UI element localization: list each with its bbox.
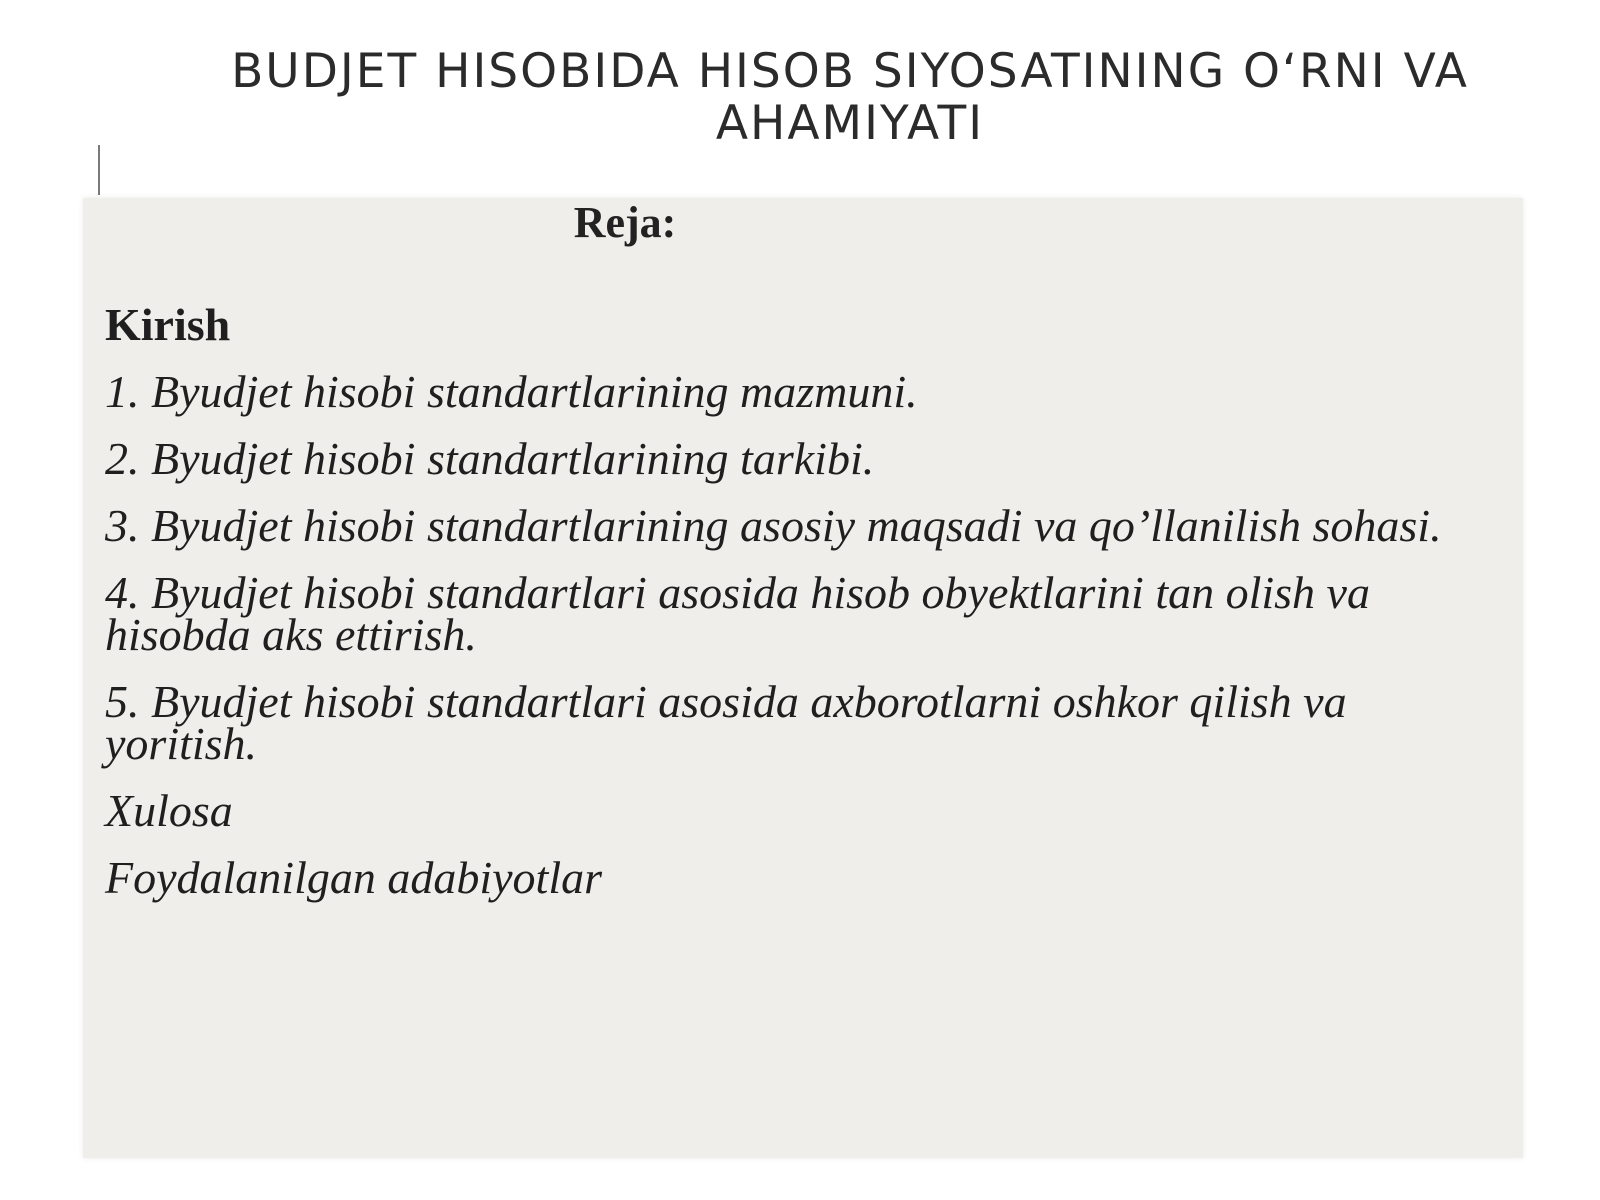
plan-item-4: 4. Byudjet hisobi standartlari asosida hisob obyektlarini tan olish va hisobda aks ettirish. bbox=[105, 567, 1370, 660]
plan-item-intro: Kirish bbox=[105, 299, 231, 350]
plan-item-1: 1. Byudjet hisobi standartlarining mazmuni. bbox=[105, 366, 918, 417]
title-accent-line bbox=[98, 145, 100, 195]
plan-panel bbox=[83, 198, 1523, 1158]
plan-item-2: 2. Byudjet hisobi standartlarining tarkibi. bbox=[105, 433, 875, 484]
plan-item-conclusion: Xulosa bbox=[105, 785, 233, 836]
plan-item-5: 5. Byudjet hisobi standartlari asosida axborotlarni oshkor qilish va yoritish. bbox=[105, 676, 1347, 769]
plan-list bbox=[105, 299, 1505, 924]
plan-item-references: Foydalanilgan adabiyotlar bbox=[105, 852, 603, 903]
slide-title: BUDJET HISOBIDA HISOB SIYOSATINING O‘RNI VA AHAMIYATI bbox=[231, 44, 1469, 151]
plan-heading: Reja: bbox=[573, 198, 677, 247]
plan-item-3: 3. Byudjet hisobi standartlarining asosiy maqsadi va qo’llanilish sohasi. bbox=[105, 500, 1442, 551]
